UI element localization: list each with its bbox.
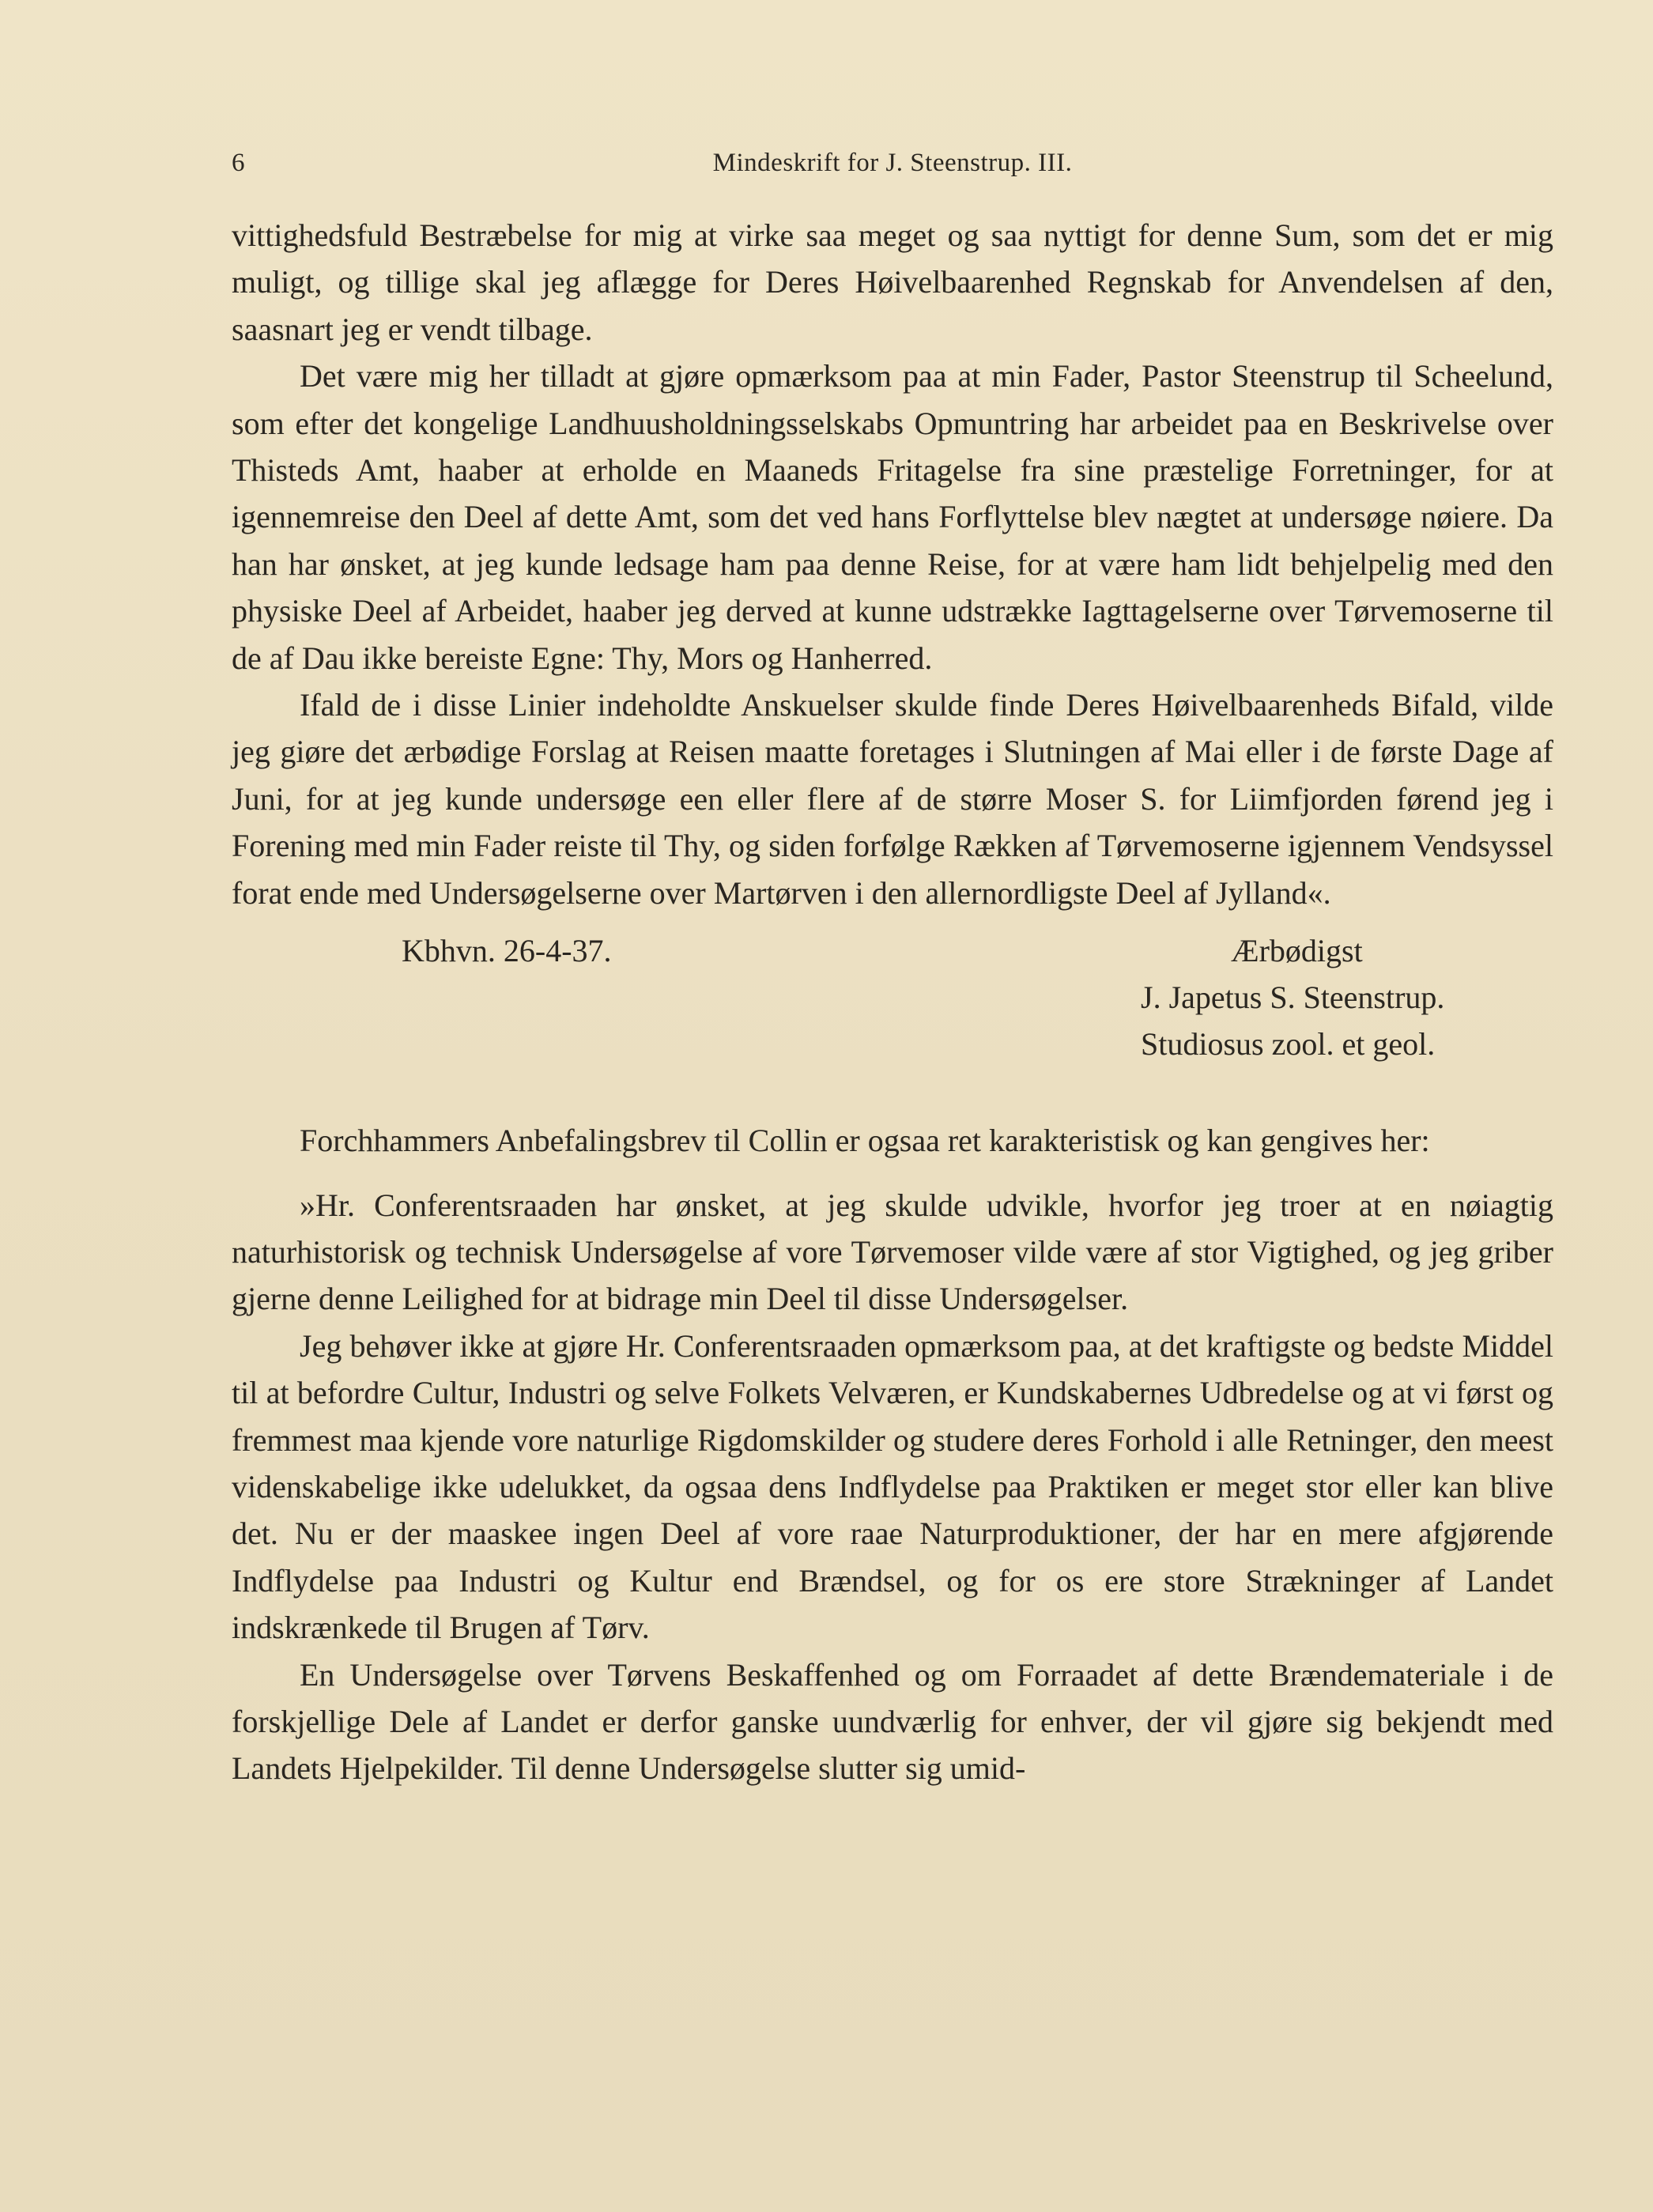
page-number: 6: [232, 149, 245, 177]
signature-title: Studiosus zool. et geol.: [1141, 1026, 1436, 1063]
running-title: Mindeskrift for J. Steenstrup. III.: [712, 149, 1073, 177]
paragraph-spacer: [232, 1165, 1553, 1182]
running-head: [232, 141, 1553, 185]
paragraph-forchhammer-intro: Forchhammers Anbefalingsbrev til Collin er ogsaa ret karakteristisk og kan gengives her:: [300, 1123, 1430, 1159]
paragraph-continuation: vittighedsfuld Bestræbelse for mig at virke saa meget og saa nyttigt for denne Sum, som det er mig muligt, og tillige skal jeg aflægge for Deres Høivelbaarenhed Regnskab for Anvendelsen af den, saasnart jeg er vendt tilbage.: [232, 217, 1553, 347]
paragraph-travel-proposal: Ifald de i disse Linier indeholdte Anskuelser skulde finde Deres Høivelbaarenheds Bifald, vilde jeg giøre det ærbødige Forslag at Reisen maatte foretages i Slutningen af Mai eller i de første Dage af Juni, for at jeg kunde undersøge een eller flere af de større Moser S. for Liimfjorden førend jeg i Forening med min Fader reiste til Thy, og siden forfølge Rækken af Tørvemoserne igjennem Vendsyssel forat ende med Undersøgelserne over Martørven i den allernordligste Deel af Jylland«.: [232, 687, 1553, 911]
signature-name: J. Japetus S. Steenstrup.: [1141, 980, 1445, 1016]
paragraph-quote-start: »Hr. Conferentsraaden har ønsket, at jeg skulde udvikle, hvorfor jeg troer at en nøiagtig naturhistorisk og technisk Undersøgelse af vore Tørvemoser vilde være af stor Vigtighed, og jeg griber gjerne denne Leilighed for at bidrage min Deel til disse Undersøgelser.: [232, 1187, 1553, 1317]
signature-place-date: Kbhvn. 26-4-37.: [402, 933, 612, 969]
signature-closing: Ærbødigst: [1231, 933, 1363, 969]
body-text: [232, 212, 1553, 1792]
paragraph-knowledge: Jeg behøver ikke at gjøre Hr. Conferentsraaden opmærksom paa, at det kraftigste og bedste Middel til at befordre Cultur, Industri og selve Folkets Velværen, er Kundskabernes Udbredelse og at vi først og fremmest maa kjende vore naturlige Rigdomskilder og studere deres Forhold i alle Retninger, den meest videnskabelige ikke udelukket, da ogsaa dens Indflydelse paa Praktiken er meget stor eller kan blive det. Nu er der maaskee ingen Deel af vore raae Naturproduktioner, der har en mere afgjørende Indflydelse paa Industri og Kultur end Brændsel, og for os ere store Strækninger af Landet indskrænkede til Brugen af Tørv.: [232, 1327, 1553, 1646]
paragraph-father-journey: Det være mig her tilladt at gjøre opmærksom paa at min Fader, Pastor Steenstrup til Scheelund, som efter det kongelige Landhuusholdningsselskabs Opmuntring har arbeidet paa en Beskrivelse over Thisteds Amt, haaber at erholde en Maaneds Fritagelse fra sine præstelige Forretninger, for at igennemreise den Deel af dette Amt, som det ved hans Forflyttelse blev nægtet at undersøge nøiere. Da han har ønsket, at jeg kunde ledsage ham paa denne Reise, for at være ham lidt behjelpelig med den physiske Deel af Arbeidet, haaber jeg derved at kunne udstrække Iagttagelserne over Tørvemoserne til de af Dau ikke bereiste Egne: Thy, Mors og Hanherred.: [232, 358, 1553, 676]
paragraph-peat-investigation: En Undersøgelse over Tørvens Beskaffenhed og om Forraadet af dette Brændemateriale i de forskjellige Dele af Landet er derfor ganske uundværlig for enhver, der vil gjøre sig bekjendt med Landets Hjelpekilder. Til denne Undersøgelse slutter sig umid-: [232, 1656, 1553, 1787]
letter-signature: [232, 927, 1553, 1117]
